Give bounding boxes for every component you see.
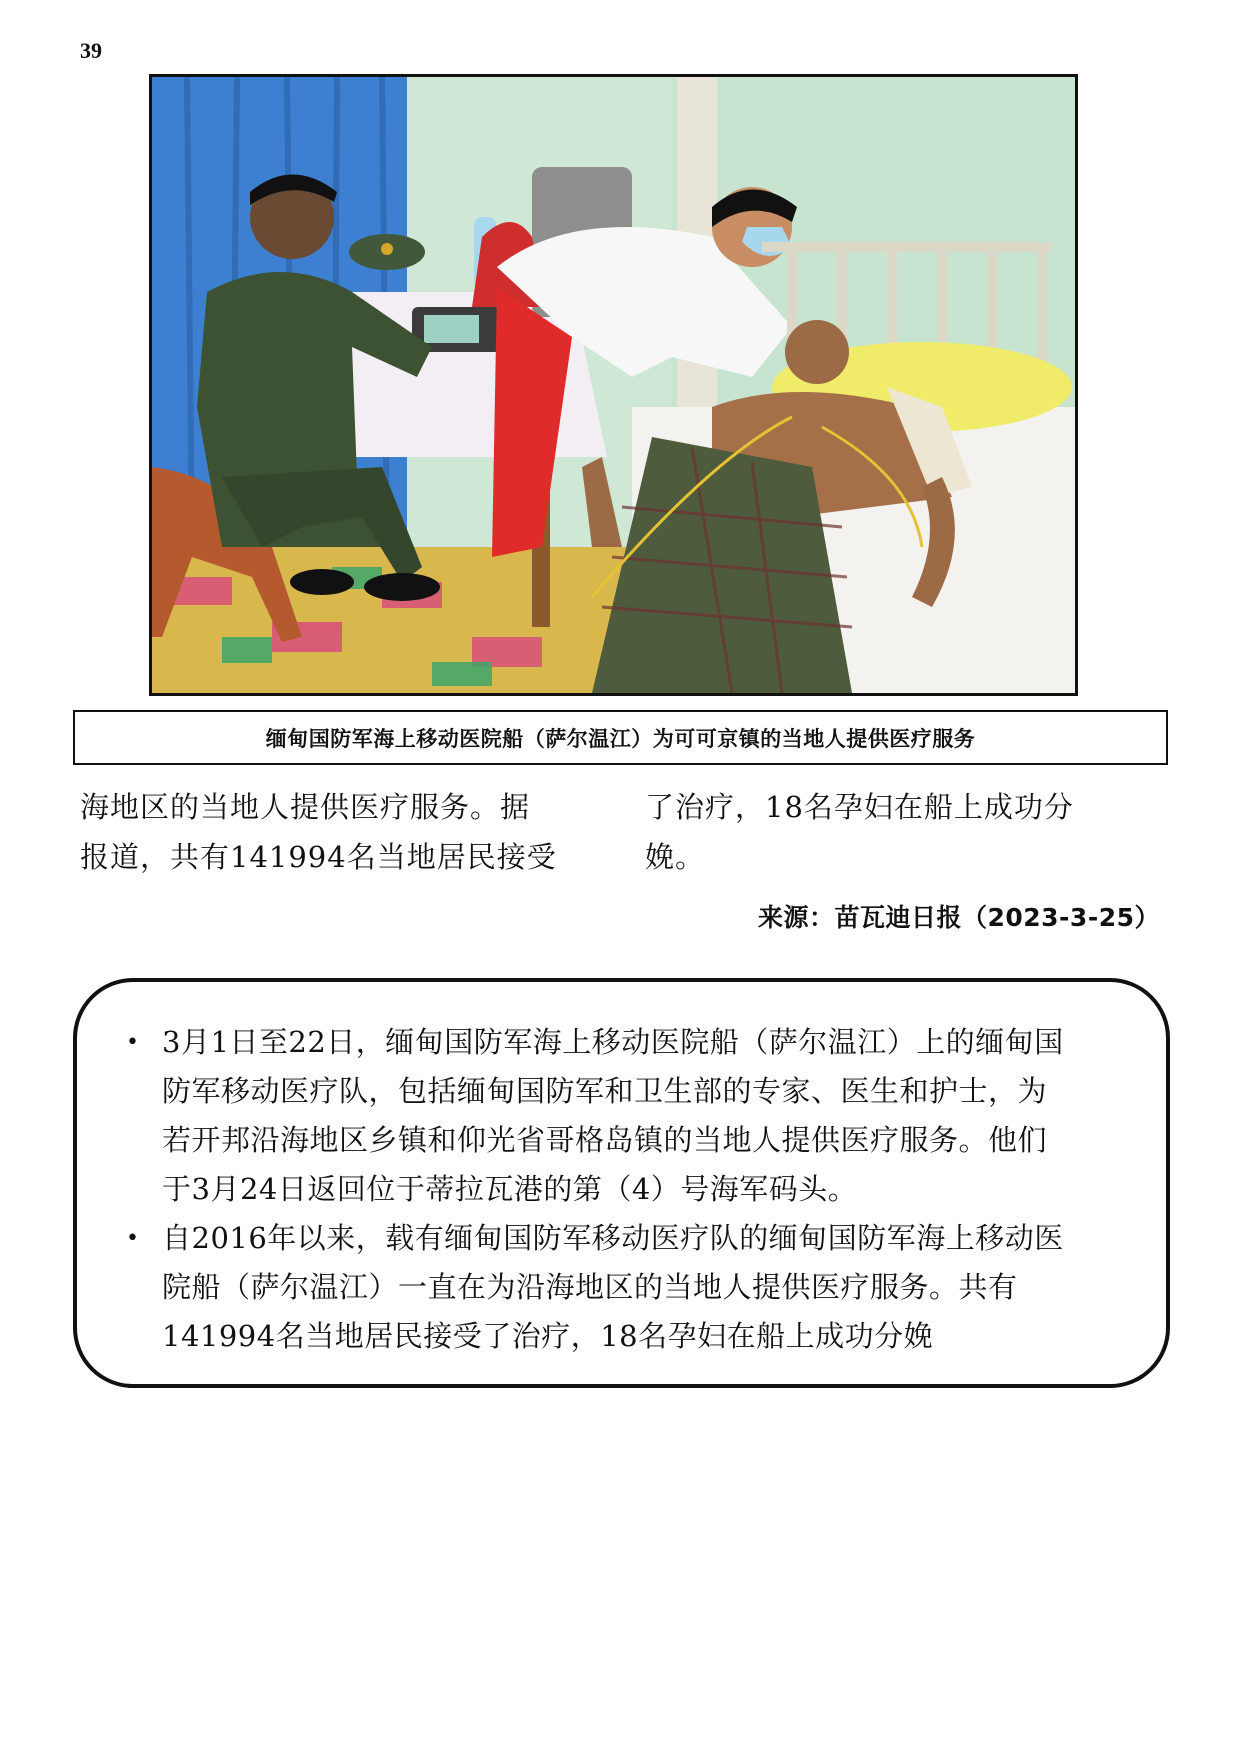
- summary-item: [126, 1018, 1132, 1214]
- source-citation: 来源：苗瓦迪日报（2023-3-25）: [757, 903, 1160, 932]
- medical-photo: [149, 74, 1078, 696]
- summary-line: 防军移动医疗队，包括缅甸国防军和卫生部的专家、医生和护士，为: [162, 1074, 1048, 1108]
- summary-line: 141994名当地居民接受了治疗，18名孕妇在船上成功分娩: [162, 1319, 934, 1353]
- summary-line: 自2016年以来，载有缅甸国防军移动医疗队的缅甸国防军海上移动医: [162, 1221, 1064, 1255]
- summary-item: [126, 1214, 1132, 1361]
- body-line: 报道，共有141994名当地居民接受: [80, 840, 557, 874]
- body-column-left: [80, 782, 600, 882]
- summary-line: 于3月24日返回位于蒂拉瓦港的第（4）号海军码头。: [162, 1172, 858, 1206]
- bullet-icon: •: [126, 1030, 140, 1055]
- body-line: 娩。: [645, 840, 706, 874]
- summary-line: 3月1日至22日，缅甸国防军海上移动医院船（萨尔温江）上的缅甸国: [162, 1025, 1064, 1059]
- photo-caption: [73, 710, 1168, 765]
- caption-text: 缅甸国防军海上移动医院船（萨尔温江）为可可京镇的当地人提供医疗服务: [265, 726, 976, 751]
- body-line: 海地区的当地人提供医疗服务。据: [80, 790, 531, 824]
- page-number: 39: [80, 38, 102, 63]
- summary-box: [73, 978, 1170, 1388]
- body-column-right: [645, 782, 1165, 882]
- summary-line: 院船（萨尔温江）一直在为沿海地区的当地人提供医疗服务。共有: [162, 1270, 1018, 1304]
- summary-line: 若开邦沿海地区乡镇和仰光省哥格岛镇的当地人提供医疗服务。他们: [162, 1123, 1048, 1157]
- body-line: 了治疗，18名孕妇在船上成功分: [645, 790, 1074, 824]
- bullet-icon: •: [126, 1226, 140, 1251]
- summary-list: [126, 1018, 1132, 1361]
- photo-illustration: [152, 77, 1075, 693]
